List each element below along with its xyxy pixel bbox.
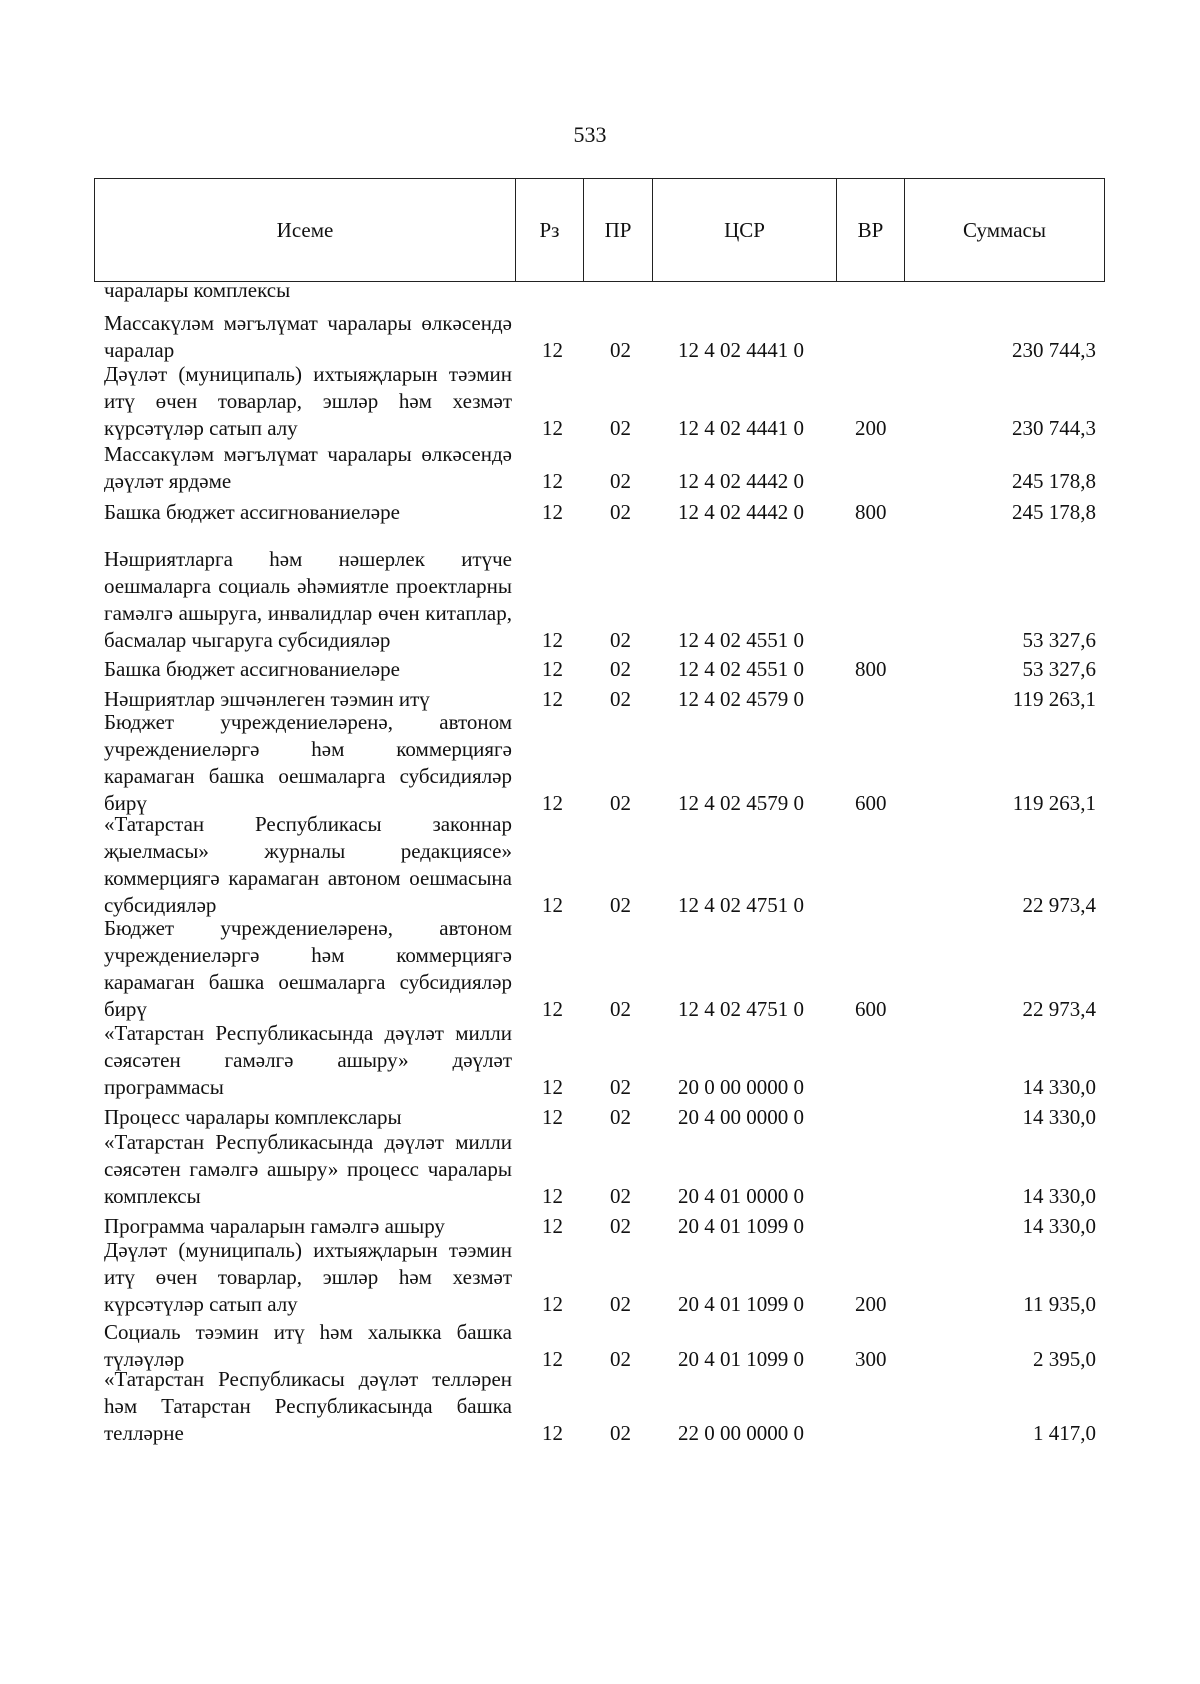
row-csr: 12 4 02 4751 0 (678, 997, 804, 1021)
row-name: «Татарстан Республикасы дәүләт телләрен һәм Татарстан Республикасында башка телләрне (104, 1367, 512, 1445)
row-name: Бюджет учреждениеләренә, автоном учреждениеләргә һәм коммерциягә карамаган башка оешмаларга субсидияләр бирү (104, 916, 512, 1021)
header-vr: ВР (837, 179, 905, 281)
row-csr: 12 4 02 4441 0 (678, 338, 804, 362)
row-csr: 20 4 01 1099 0 (678, 1292, 804, 1316)
row-sum: 22 973,4 (1022, 893, 1096, 917)
row-name: Программа чараларын гамәлгә ашыру (104, 1214, 445, 1238)
row-sum: 14 330,0 (1022, 1105, 1096, 1129)
row-csr: 20 4 00 0000 0 (678, 1105, 804, 1129)
row-csr: 12 4 02 4441 0 (678, 416, 804, 440)
row-sum: 245 178,8 (1012, 500, 1096, 524)
row-sum: 119 263,1 (1012, 791, 1096, 815)
row-sum: 2 395,0 (1033, 1347, 1096, 1371)
row-name: Социаль тәэмин итү һәм халыкка башка түләүләр (104, 1320, 512, 1371)
row-name: Дәүләт (муниципаль) ихтыяҗларын тәэмин итү өчен товарлар, эшләр һәм хезмәт күрсәтүләр сатып алу (104, 362, 512, 440)
row-csr: 12 4 02 4442 0 (678, 469, 804, 493)
row-sum: 14 330,0 (1022, 1075, 1096, 1099)
row-name: Бюджет учреждениеләренә, автоном учреждениеләргә һәм коммерциягә карамаган башка оешмаларга субсидияләр бирү (104, 710, 512, 815)
row-sum: 53 327,6 (1022, 657, 1096, 681)
header-csr: ЦСР (653, 179, 837, 281)
row-name: Нәшриятларга һәм нәшерлек итүче оешмаларга социаль әһәмиятле проектларны гамәлгә ашыруга, инвалидлар өчен китаплар, басмалар чыгаруга субсидияләр (104, 547, 512, 652)
table-row (0, 500, 1200, 526)
row-csr: 12 4 02 4751 0 (678, 893, 804, 917)
row-vr: 600 (855, 791, 887, 815)
row-sum: 53 327,6 (1022, 628, 1096, 652)
row-name: Башка бюджет ассигнованиеләре (104, 657, 400, 681)
row-rz: 12 (542, 1421, 563, 1445)
row-name: Массакүләм мәгълүмат чаралары өлкәсендә чаралар (104, 311, 512, 362)
row-csr: 20 4 01 1099 0 (678, 1347, 804, 1371)
row-csr: 22 0 00 0000 0 (678, 1421, 804, 1445)
row-rz: 12 (542, 1292, 563, 1316)
row-sum: 22 973,4 (1022, 997, 1096, 1021)
row-vr: 300 (855, 1347, 887, 1371)
row-sum: 14 330,0 (1022, 1214, 1096, 1238)
row-pr: 02 (610, 687, 631, 711)
row-name: Массакүләм мәгълүмат чаралары өлкәсендә дәүләт ярдәме (104, 442, 512, 493)
row-rz: 12 (542, 791, 563, 815)
row-csr: 20 4 01 1099 0 (678, 1214, 804, 1238)
table-row (0, 1130, 1200, 1210)
row-pr: 02 (610, 628, 631, 652)
row-pr: 02 (610, 657, 631, 681)
row-name: чаралары комплексы (104, 278, 291, 302)
row-sum: 230 744,3 (1012, 338, 1096, 362)
header-pr: ПР (584, 179, 653, 281)
row-sum: 1 417,0 (1033, 1421, 1096, 1445)
row-pr: 02 (610, 1347, 631, 1371)
table-row (0, 1238, 1200, 1318)
row-csr: 20 4 01 0000 0 (678, 1184, 804, 1208)
row-rz: 12 (542, 469, 563, 493)
row-pr: 02 (610, 416, 631, 440)
row-pr: 02 (610, 1105, 631, 1129)
row-name: «Татарстан Республикасы законнар җыелмасы» журналы редакциясе» коммерциягә карамаган автоном оешмасына субсидияләр (104, 812, 512, 917)
row-name: «Татарстан Республикасында дәүләт милли сәясәтен гамәлгә ашыру» процесс чаралары комплексы (104, 1130, 512, 1208)
row-rz: 12 (542, 997, 563, 1021)
row-pr: 02 (610, 997, 631, 1021)
row-pr: 02 (610, 791, 631, 815)
header-sum: Суммасы (963, 217, 1046, 242)
row-vr: 200 (855, 1292, 887, 1316)
row-pr: 02 (610, 469, 631, 493)
row-pr: 02 (610, 1214, 631, 1238)
table-row (0, 442, 1200, 495)
row-csr: 12 4 02 4442 0 (678, 500, 804, 524)
header-rz: Рз (516, 179, 584, 281)
row-pr: 02 (610, 1292, 631, 1316)
row-rz: 12 (542, 657, 563, 681)
table-row (0, 547, 1200, 654)
row-name: Процесс чаралары комплекслары (104, 1105, 402, 1129)
row-csr: 12 4 02 4551 0 (678, 628, 804, 652)
row-pr: 02 (610, 1075, 631, 1099)
row-pr: 02 (610, 893, 631, 917)
row-sum: 230 744,3 (1012, 416, 1096, 440)
row-rz: 12 (542, 500, 563, 524)
row-pr: 02 (610, 1184, 631, 1208)
row-csr: 12 4 02 4579 0 (678, 791, 804, 815)
row-name: Дәүләт (муниципаль) ихтыяҗларын тәэмин итү өчен товарлар, эшләр һәм хезмәт күрсәтүләр сатып алу (104, 1238, 512, 1316)
row-sum: 119 263,1 (1012, 687, 1096, 711)
row-csr: 20 0 00 0000 0 (678, 1075, 804, 1099)
row-vr: 800 (855, 657, 887, 681)
row-rz: 12 (542, 1347, 563, 1371)
row-pr: 02 (610, 500, 631, 524)
row-pr: 02 (610, 338, 631, 362)
row-rz: 12 (542, 1184, 563, 1208)
table-row (0, 278, 1200, 304)
row-name: Нәшриятлар эшчәнлеген тәэмин итү (104, 687, 430, 711)
page-number: 533 (573, 122, 607, 147)
row-vr: 800 (855, 500, 887, 524)
row-rz: 12 (542, 1214, 563, 1238)
row-rz: 12 (542, 416, 563, 440)
row-rz: 12 (542, 687, 563, 711)
row-rz: 12 (542, 1075, 563, 1099)
row-rz: 12 (542, 893, 563, 917)
row-rz: 12 (542, 338, 563, 362)
table-header (94, 178, 1105, 282)
row-csr: 12 4 02 4551 0 (678, 657, 804, 681)
row-rz: 12 (542, 1105, 563, 1129)
row-name: «Татарстан Республикасында дәүләт милли сәясәтен гамәлгә ашыру» дәүләт программасы (104, 1021, 512, 1099)
table-row (0, 1021, 1200, 1101)
header-name: Исеме (95, 179, 516, 281)
row-vr: 200 (855, 416, 887, 440)
row-rz: 12 (542, 628, 563, 652)
row-sum: 14 330,0 (1022, 1184, 1096, 1208)
row-pr: 02 (610, 1421, 631, 1445)
table-row (0, 657, 1200, 683)
row-sum: 11 935,0 (1023, 1292, 1096, 1316)
row-sum: 245 178,8 (1012, 469, 1096, 493)
row-vr: 600 (855, 997, 887, 1021)
row-name: Башка бюджет ассигнованиеләре (104, 500, 400, 524)
row-csr: 12 4 02 4579 0 (678, 687, 804, 711)
table-row (0, 1367, 1200, 1447)
